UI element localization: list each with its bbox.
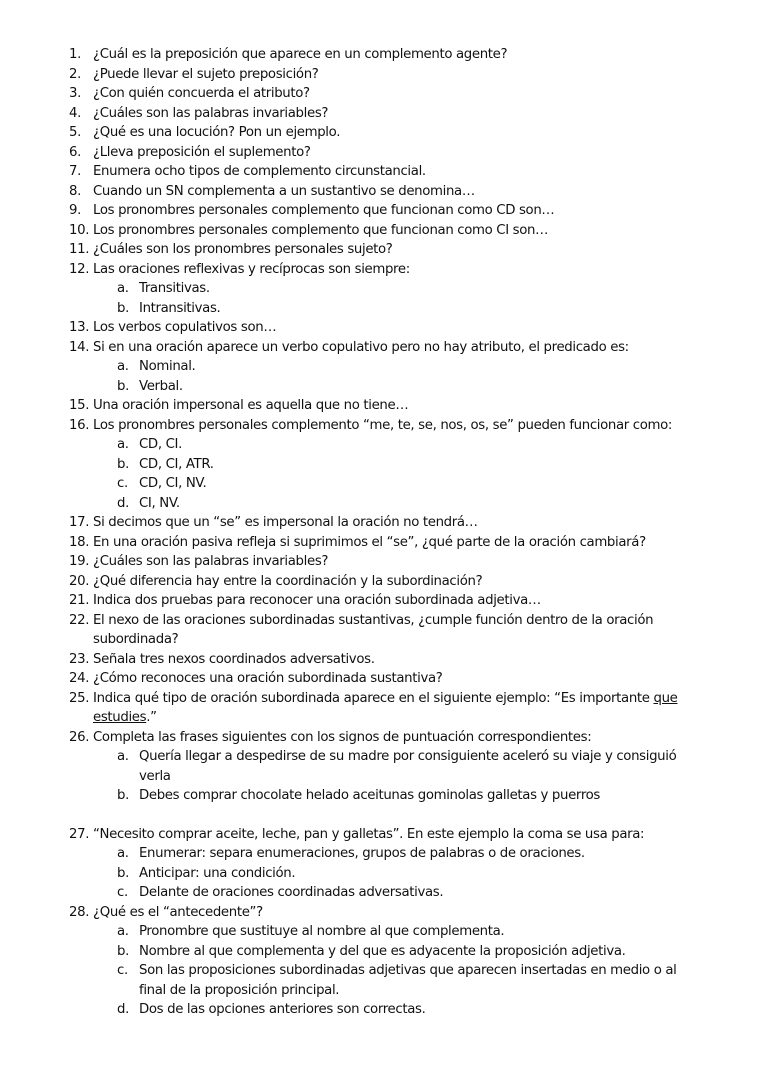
question-number: 14.: [69, 339, 90, 355]
option-letter: a.: [117, 281, 129, 296]
question-number: 20.: [69, 573, 90, 589]
option-text: Nombre al que complementa y del que es adyacente la proposición adjetiva.: [139, 943, 626, 959]
question-text: Los verbos copulativos son…: [93, 320, 277, 335]
option-letter: d.: [117, 1002, 129, 1017]
option-letter: c.: [117, 476, 128, 491]
question-number: 10.: [69, 222, 90, 238]
question-number: 17.: [69, 515, 90, 530]
option-letter: b.: [117, 378, 129, 394]
question-number: 16.: [69, 417, 90, 433]
question-text: Una oración impersonal es aquella que no tiene…: [93, 398, 409, 413]
question-number: 25.: [69, 690, 90, 706]
question-item: [69, 669, 706, 689]
option-letter: d.: [117, 495, 129, 511]
question-item: [69, 182, 706, 202]
question-item: [69, 689, 706, 728]
question-item: [69, 650, 706, 670]
question-text: ¿Cuál es la preposición que aparece en un complemento agente?: [93, 47, 508, 62]
option-letter: b.: [117, 456, 129, 472]
option-letter: a.: [117, 437, 129, 452]
option-letter: c.: [117, 885, 128, 900]
option-text: Debes comprar chocolate helado aceitunas gominolas galletas y puerros: [139, 788, 601, 803]
question-text: ¿Con quién concuerda el atributo?: [93, 86, 310, 101]
question-text: El nexo de las oraciones subordinadas sustantivas, ¿cumple función dentro de la oración subordinada?: [93, 612, 654, 647]
question-number: 18.: [69, 534, 90, 550]
question-item: [69, 903, 706, 923]
question-item: [69, 143, 706, 163]
question-number: 11.: [69, 242, 90, 257]
option-text: Son las proposiciones subordinadas adjetivas que aparecen insertadas en medio o al final de la proposición principal.: [139, 963, 677, 998]
option-item: [69, 455, 706, 475]
option-text: Transitivas.: [139, 281, 210, 296]
option-letter: a.: [117, 749, 129, 764]
option-item: [69, 377, 706, 397]
question-text-end: .”: [146, 710, 157, 725]
option-item: [69, 435, 706, 455]
question-item: [69, 338, 706, 358]
option-item: [69, 279, 706, 299]
question-item: [69, 825, 706, 845]
option-text: Nominal.: [139, 359, 196, 374]
question-text: Señala tres nexos coordinados adversativos.: [93, 651, 375, 667]
option-letter: a.: [117, 846, 129, 861]
question-text: ¿Cómo reconoces una oración subordinada sustantiva?: [93, 671, 443, 686]
question-item: [69, 396, 706, 416]
option-item: [69, 922, 706, 942]
question-item: [69, 201, 706, 221]
option-text: CI, NV.: [139, 495, 180, 511]
question-text: Si en una oración aparece un verbo copulativo pero no hay atributo, el predicado es:: [93, 339, 629, 355]
question-number: 6.: [69, 144, 81, 160]
option-item: [69, 474, 706, 494]
question-text: Los pronombres personales complemento que funcionan como CI son…: [93, 222, 549, 238]
option-text: CD, CI, ATR.: [139, 456, 214, 472]
option-text: Enumerar: separa enumeraciones, grupos de palabras o de oraciones.: [139, 846, 585, 861]
question-text: ¿Cuáles son las palabras invariables?: [93, 105, 329, 121]
question-text: ¿Cuáles son las palabras invariables?: [93, 554, 329, 569]
option-letter: c.: [117, 963, 128, 978]
option-item: [69, 864, 706, 884]
question-item: [69, 533, 706, 553]
option-text: CD, CI.: [139, 437, 182, 452]
option-item: [69, 357, 706, 377]
question-number: 22.: [69, 612, 90, 628]
question-number: 13.: [69, 320, 90, 335]
underlined-example: que estudies: [93, 690, 678, 725]
option-text: Anticipar: una condición.: [139, 865, 296, 881]
question-text: ¿Qué es el “antecedente”?: [93, 904, 263, 920]
option-item: [69, 844, 706, 864]
question-number: 8.: [69, 183, 81, 199]
option-item: [69, 786, 706, 806]
option-item: [69, 1000, 706, 1020]
option-letter: a.: [117, 359, 129, 374]
question-item: [69, 416, 706, 436]
question-number: 12.: [69, 261, 90, 277]
question-item: [69, 45, 706, 65]
question-item: [69, 240, 706, 260]
question-number: 1.: [69, 47, 81, 62]
option-letter: b.: [117, 865, 129, 881]
question-text: Los pronombres personales complemento “me, te, se, nos, os, se” pueden funcionar como:: [93, 417, 673, 433]
blank-line: [69, 806, 706, 825]
option-text: Pronombre que sustituye al nombre al que complementa.: [139, 924, 505, 939]
option-item: [69, 961, 706, 1000]
question-text: ¿Qué diferencia hay entre la coordinación y la subordinación?: [93, 573, 483, 589]
option-letter: b.: [117, 300, 129, 316]
question-number: 4.: [69, 105, 81, 121]
question-number: 28.: [69, 904, 90, 920]
question-item: [69, 84, 706, 104]
question-number: 23.: [69, 651, 90, 667]
option-letter: b.: [117, 788, 129, 803]
question-item: [69, 123, 706, 143]
question-number: 9.: [69, 203, 81, 218]
option-item: [69, 494, 706, 514]
question-text: Indica dos pruebas para reconocer una oración subordinada adjetiva…: [93, 593, 541, 608]
question-item: [69, 572, 706, 592]
question-number: 21.: [69, 593, 90, 608]
question-item: [69, 318, 706, 338]
question-text: Completa las frases siguientes con los signos de puntuación correspondientes:: [93, 729, 592, 745]
question-item: [69, 513, 706, 533]
question-text: ¿Cuáles son los pronombres personales sujeto?: [93, 242, 393, 257]
question-text: “Necesito comprar aceite, leche, pan y galletas”. En este ejemplo la coma se usa para:: [93, 826, 645, 842]
option-letter: a.: [117, 924, 129, 939]
option-text: Verbal.: [139, 378, 183, 394]
question-item: [69, 162, 706, 182]
question-number: 26.: [69, 729, 90, 745]
question-item: [69, 552, 706, 572]
question-item: [69, 104, 706, 124]
question-item: [69, 591, 706, 611]
option-text: Intransitivas.: [139, 300, 221, 316]
question-number: 7.: [69, 164, 81, 179]
question-item: [69, 728, 706, 748]
option-text: CD, CI, NV.: [139, 476, 207, 491]
question-number: 5.: [69, 125, 81, 140]
option-item: [69, 942, 706, 962]
question-text: Cuando un SN complementa a un sustantivo se denomina…: [93, 183, 475, 199]
question-text: Si decimos que un “se” es impersonal la oración no tendrá…: [93, 515, 478, 530]
question-item: [69, 260, 706, 280]
option-item: [69, 747, 706, 786]
question-text: Enumera ocho tipos de complemento circunstancial.: [93, 164, 426, 179]
question-text: Indica qué tipo de oración subordinada aparece en el siguiente ejemplo: “Es importante: [93, 690, 654, 706]
question-number: 15.: [69, 398, 90, 413]
question-text: En una oración pasiva refleja si suprimimos el “se”, ¿qué parte de la oración cambiará?: [93, 534, 646, 550]
question-number: 2.: [69, 66, 81, 82]
option-item: [69, 299, 706, 319]
question-number: 27.: [69, 826, 90, 842]
question-item: [69, 221, 706, 241]
question-text: Las oraciones reflexivas y recíprocas son siempre:: [93, 261, 410, 277]
question-number: 19.: [69, 554, 90, 569]
question-text: ¿Lleva preposición el suplemento?: [93, 144, 311, 160]
question-text: ¿Qué es una locución? Pon un ejemplo.: [93, 125, 341, 140]
question-number: 3.: [69, 86, 81, 101]
option-text: Quería llegar a despedirse de su madre por consiguiente aceleró su viaje y consiguió verla: [139, 749, 677, 784]
question-text: Los pronombres personales complemento que funcionan como CD son…: [93, 203, 555, 218]
question-number: 24.: [69, 671, 90, 686]
question-item: [69, 611, 706, 650]
question-text: ¿Puede llevar el sujeto preposición?: [93, 66, 319, 82]
option-text: Dos de las opciones anteriores son correctas.: [139, 1002, 426, 1017]
option-text: Delante de oraciones coordinadas adversativas.: [139, 885, 444, 900]
option-letter: b.: [117, 943, 129, 959]
question-item: [69, 65, 706, 85]
option-item: [69, 883, 706, 903]
